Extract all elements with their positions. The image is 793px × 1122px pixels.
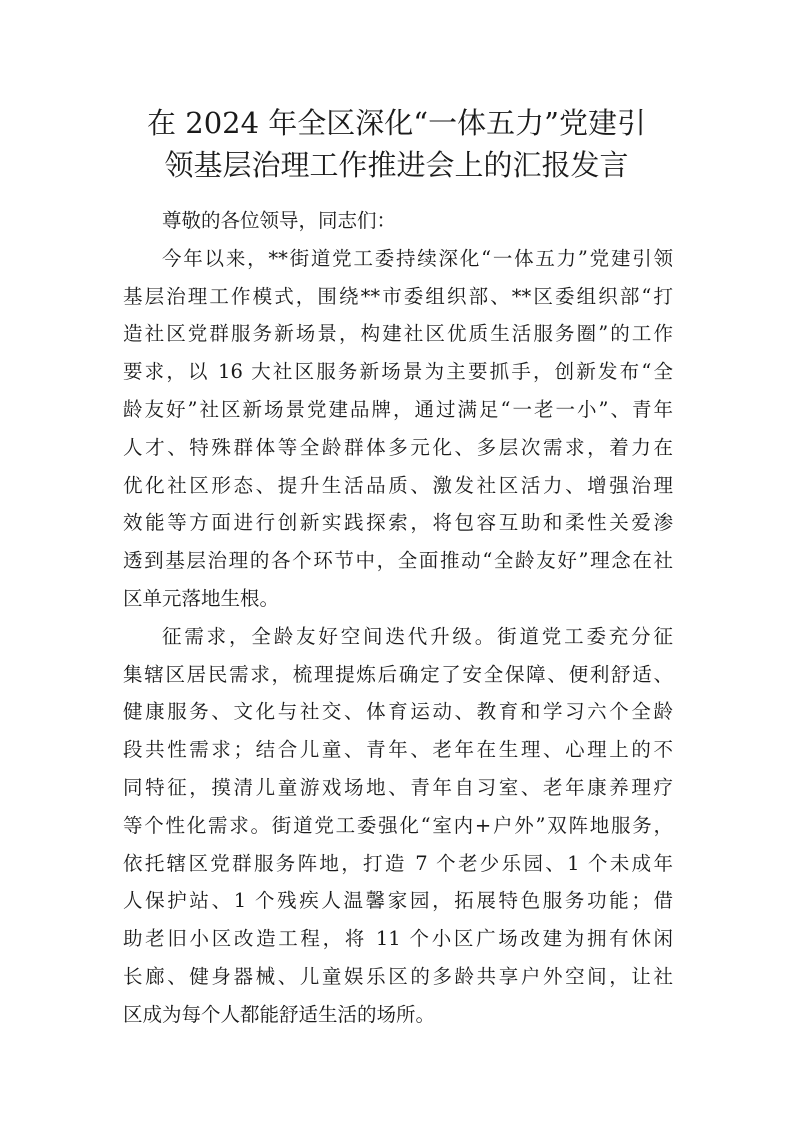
- intro-line-8: 效能等方面进行创新实践探索，将包容互助和柔性关爱渗: [123, 511, 673, 535]
- intro-line-5: 龄友好”社区新场景党建品牌，通过满足“一老一小”、青年: [123, 397, 673, 421]
- needs-line-4: 段共性需求；结合儿童、青年、老年在生理、心理上的不: [123, 738, 673, 762]
- document-body: [123, 202, 673, 1034]
- needs-line-3: 健康服务、文化与社交、体育运动、教育和学习六个全龄: [123, 700, 673, 724]
- salutation-paragraph: [123, 202, 673, 240]
- intro-line-4: 要求，以 16 大社区服务新场景为主要抓手，创新发布“全: [123, 360, 673, 384]
- intro-paragraph: [123, 240, 673, 618]
- intro-line-1: 今年以来，**街道党工委持续深化“一体五力”党建引领: [162, 246, 673, 270]
- needs-line-7: 依托辖区党群服务阵地，打造 7 个老少乐园、1 个未成年: [123, 851, 673, 875]
- needs-line-11: 区成为每个人都能舒适生活的场所。: [123, 1002, 436, 1026]
- needs-line-10: 长廊、健身器械、儿童娱乐区的多龄共享户外空间，让社: [123, 964, 673, 988]
- salutation-line: 尊敬的各位领导，同志们：: [162, 209, 397, 232]
- needs-paragraph: [123, 618, 673, 1034]
- intro-line-3: 造社区党群服务新场景，构建社区优质生活服务圈”的工作: [123, 322, 673, 346]
- needs-line-9: 助老旧小区改造工程，将 11 个小区广场改建为拥有休闲: [123, 927, 673, 951]
- needs-line-8: 人保护站、1 个残疾人温馨家园，拓展特色服务功能；借: [123, 889, 673, 913]
- intro-line-9: 透到基层治理的各个环节中，全面推动“全龄友好”理念在社: [123, 549, 673, 573]
- intro-line-7: 优化社区形态、提升生活品质、激发社区活力、增强治理: [123, 473, 673, 497]
- needs-line-2: 集辖区居民需求，梳理提炼后确定了安全保障、便利舒适、: [123, 662, 673, 686]
- intro-line-6: 人才、特殊群体等全龄群体多元化、多层次需求，着力在: [123, 435, 673, 459]
- intro-line-2: 基层治理工作模式，围绕**市委组织部、**区委组织部“打: [123, 284, 673, 308]
- needs-line-6: 等个性化需求。街道党工委强化“室内+户外”双阵地服务，: [123, 813, 673, 837]
- intro-line-10: 区单元落地生根。: [123, 586, 280, 610]
- needs-line-1: 征需求，全龄友好空间迭代升级。街道党工委充分征: [162, 624, 673, 648]
- document-title-line-1: 在 2024 年全区深化“一体五力”党建引: [147, 106, 646, 140]
- document-title-line-2: 领基层治理工作推进会上的汇报发言: [164, 148, 629, 182]
- needs-line-5: 同特征，摸清儿童游戏场地、青年自习室、老年康养理疗: [123, 775, 673, 799]
